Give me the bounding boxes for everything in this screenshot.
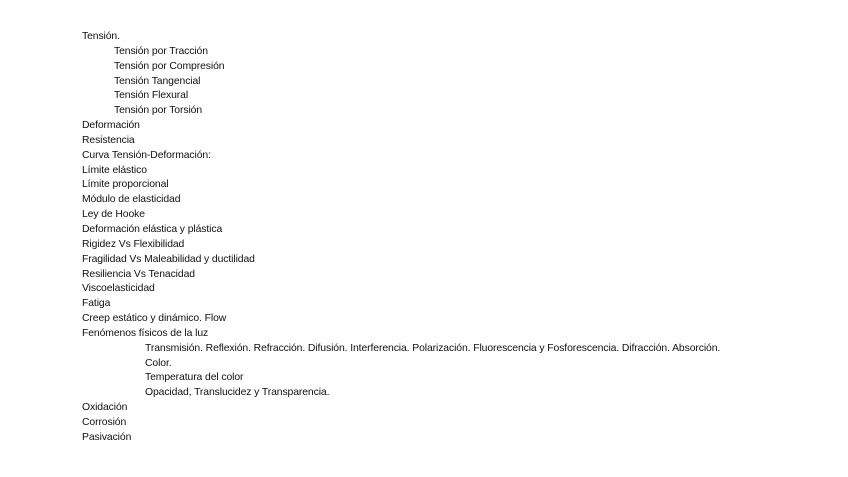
outline-item-curva: Curva Tensión-Deformación: — [82, 149, 211, 161]
outline-subitem-fenomenos-lista: Transmisión. Reflexión. Refracción. Difusión. Interferencia. Polarización. Fluorescencia y Fosforescencia. Difracción. Absorción. — [145, 342, 721, 354]
outline-item-tension: Tensión. — [82, 31, 120, 42]
outline-item-hooke: Ley de Hooke — [82, 209, 145, 221]
outline-subitem-opacidad: Opacidad, Translucidez y Transparencia. — [145, 387, 330, 399]
outline-item-viscoelasticidad: Viscoelasticidad — [82, 283, 155, 295]
outline-item-pasivacion: Pasivación — [82, 431, 132, 443]
outline-subitem-temperatura-color: Temperatura del color — [145, 372, 244, 384]
outline-item-modulo: Módulo de elasticidad — [82, 194, 181, 206]
outline-item-deformacion: Deformación — [82, 120, 140, 132]
outline-item-creep: Creep estático y dinámico. Flow — [82, 313, 227, 325]
outline-subitem-torsion: Tensión por Torsión — [114, 105, 203, 117]
outline-item-deformacion-elastica: Deformación elástica y plástica — [82, 223, 223, 235]
outline-item-rigidez: Rigidez Vs Flexibilidad — [82, 238, 185, 250]
outline-item-resistencia: Resistencia — [82, 134, 135, 146]
outline-subitem-tangencial: Tensión Tangencial — [114, 75, 201, 87]
outline-subitem-color: Color. — [145, 357, 172, 369]
outline-subitem-flexural: Tensión Flexural — [114, 90, 189, 102]
outline-item-fragilidad: Fragilidad Vs Maleabilidad y ductilidad — [82, 253, 255, 265]
outline-subitem-compresion: Tensión por Compresión — [114, 60, 225, 72]
outline-item-resiliencia: Resiliencia Vs Tenacidad — [82, 268, 195, 280]
outline-item-fenomenos-luz: Fenómenos físicos de la luz — [82, 327, 209, 339]
document-outline — [82, 30, 848, 446]
outline-item-fatiga: Fatiga — [82, 298, 111, 310]
outline-item-corrosion: Corrosión — [82, 416, 127, 428]
outline-item-oxidacion: Oxidación — [82, 402, 128, 414]
outline-item-limite-elastico: Límite elástico — [82, 164, 147, 176]
outline-item-limite-proporcional: Límite proporcional — [82, 179, 169, 191]
outline-subitem-traccion: Tensión por Tracción — [114, 45, 208, 57]
